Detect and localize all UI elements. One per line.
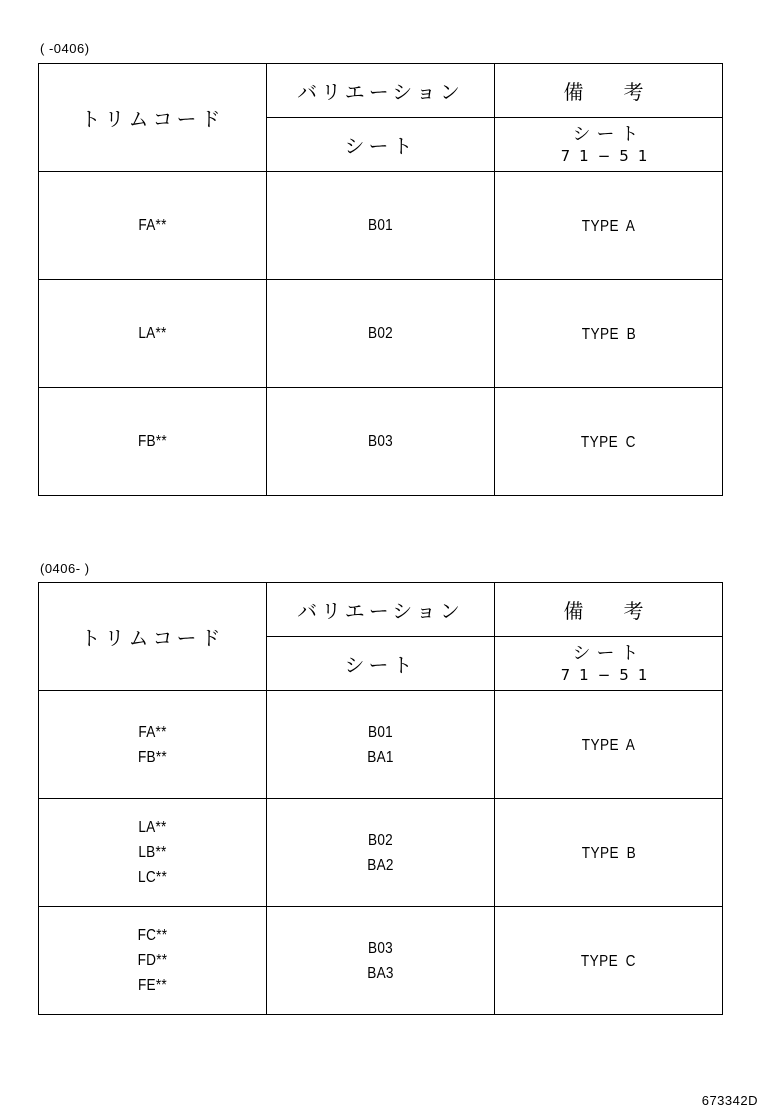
header-seat: シート [267, 118, 495, 172]
table-row [39, 388, 723, 496]
header-remarks-seat: シート 71−51 [495, 637, 723, 691]
trim-code-cell: FA** FB** [39, 691, 267, 799]
type-cell: TYPE C [495, 388, 723, 496]
trim-code-cell: LA** LB** LC** [39, 799, 267, 907]
trim-code-cell: FC** FD** FE** [39, 907, 267, 1015]
trim-variation-table-2 [38, 582, 723, 1015]
seat-cell: B01 [267, 172, 495, 280]
header-trim-code: トリムコード [39, 583, 267, 691]
trim-variation-table-1 [38, 63, 723, 496]
header-remarks: 備 考 [495, 583, 723, 637]
table-row [39, 691, 723, 799]
seat-cell: B02 [267, 280, 495, 388]
header-remarks: 備 考 [495, 64, 723, 118]
seat-cell: B01 BA1 [267, 691, 495, 799]
date-range-label: (0406- ) [40, 561, 90, 576]
seat-cell: B03 [267, 388, 495, 496]
header-trim-code: トリムコード [39, 64, 267, 172]
type-cell: TYPE C [495, 907, 723, 1015]
table-row [39, 280, 723, 388]
header-variation: バリエーション [267, 583, 495, 637]
type-cell: TYPE B [495, 799, 723, 907]
type-cell: TYPE A [495, 172, 723, 280]
trim-code-cell: LA** [39, 280, 267, 388]
type-cell: TYPE A [495, 691, 723, 799]
table-row [39, 172, 723, 280]
seat-cell: B02 BA2 [267, 799, 495, 907]
seat-cell: B03 BA3 [267, 907, 495, 1015]
trim-code-cell: FA** [39, 172, 267, 280]
header-variation: バリエーション [267, 64, 495, 118]
date-range-label: ( -0406) [40, 41, 90, 56]
type-cell: TYPE B [495, 280, 723, 388]
drawing-id: 673342D [701, 1093, 758, 1108]
table-row [39, 799, 723, 907]
header-seat: シート [267, 637, 495, 691]
header-remarks-seat: シート 71−51 [495, 118, 723, 172]
trim-code-cell: FB** [39, 388, 267, 496]
table-row [39, 907, 723, 1015]
